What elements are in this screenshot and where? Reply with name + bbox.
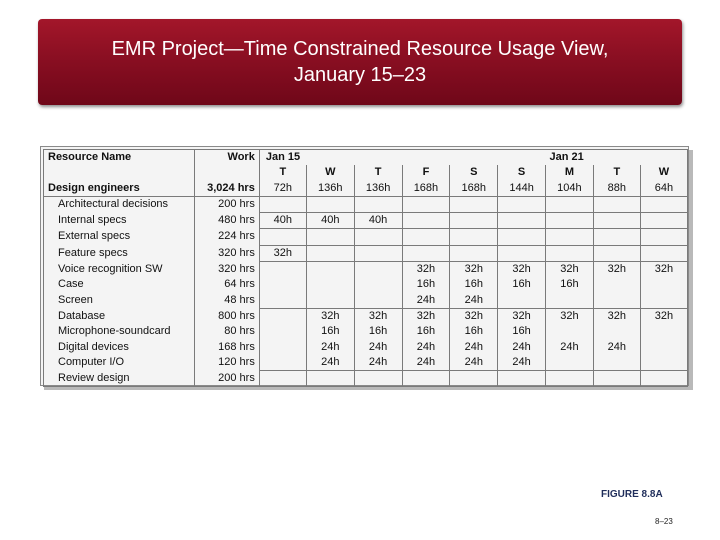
task-value <box>259 340 306 355</box>
column-header-resource-name: Resource Name <box>44 150 195 166</box>
task-value: 16h <box>450 277 498 292</box>
task-value: 32h <box>354 308 402 324</box>
task-value: 16h <box>354 324 402 339</box>
task-value: 32h <box>259 245 306 261</box>
task-value <box>640 196 687 212</box>
table-row <box>44 308 688 324</box>
group-value: 168h <box>450 181 498 197</box>
group-row <box>44 181 688 197</box>
task-value <box>402 213 450 229</box>
group-value: 168h <box>402 181 450 197</box>
task-name: Database <box>44 308 195 324</box>
task-value <box>593 229 640 245</box>
task-value <box>640 277 687 292</box>
task-value: 24h <box>306 340 354 355</box>
task-value <box>593 245 640 261</box>
task-value: 24h <box>402 355 450 371</box>
task-value <box>546 293 594 309</box>
task-value <box>546 371 594 387</box>
task-value: 24h <box>402 340 450 355</box>
task-value: 32h <box>640 262 687 278</box>
task-value: 40h <box>354 213 402 229</box>
task-value <box>259 229 306 245</box>
resource-grid <box>43 149 688 387</box>
task-name: External specs <box>44 229 195 245</box>
task-name: Architectural decisions <box>44 196 195 212</box>
task-work: 200 hrs <box>195 371 260 387</box>
task-value: 16h <box>498 324 546 339</box>
task-value: 16h <box>450 324 498 339</box>
task-value <box>546 324 594 339</box>
table-row <box>44 213 688 229</box>
table-row <box>44 293 688 309</box>
task-value <box>306 371 354 387</box>
day-header: S <box>498 165 546 180</box>
task-value <box>593 196 640 212</box>
task-name: Feature specs <box>44 245 195 261</box>
task-name: Case <box>44 277 195 292</box>
task-value <box>306 293 354 309</box>
day-header: W <box>640 165 687 180</box>
task-value: 40h <box>259 213 306 229</box>
task-value: 32h <box>640 308 687 324</box>
task-value: 32h <box>498 308 546 324</box>
day-header: F <box>402 165 450 180</box>
task-value <box>640 355 687 371</box>
task-value <box>402 245 450 261</box>
task-value: 24h <box>306 355 354 371</box>
task-value: 32h <box>450 308 498 324</box>
task-value: 16h <box>306 324 354 339</box>
slide-number: 8–23 <box>655 517 673 526</box>
task-value <box>498 196 546 212</box>
task-value: 16h <box>402 277 450 292</box>
task-value: 32h <box>498 262 546 278</box>
group-value: 64h <box>640 181 687 197</box>
table-row <box>44 355 688 371</box>
task-value <box>640 293 687 309</box>
task-value <box>593 213 640 229</box>
task-work: 80 hrs <box>195 324 260 339</box>
task-value <box>640 229 687 245</box>
task-value <box>306 277 354 292</box>
task-value <box>354 229 402 245</box>
task-value: 16h <box>546 277 594 292</box>
group-work: 3,024 hrs <box>195 181 260 197</box>
task-work: 168 hrs <box>195 340 260 355</box>
task-value <box>498 245 546 261</box>
resource-usage-table <box>40 146 689 386</box>
column-header-week-jan21: Jan 21 <box>546 150 688 166</box>
task-value <box>593 277 640 292</box>
task-value <box>306 229 354 245</box>
table-row <box>44 371 688 387</box>
group-value: 104h <box>546 181 594 197</box>
task-name: Voice recognition SW <box>44 262 195 278</box>
task-value: 32h <box>546 262 594 278</box>
task-value: 24h <box>546 340 594 355</box>
table-row <box>44 262 688 278</box>
task-name: Digital devices <box>44 340 195 355</box>
task-value <box>498 371 546 387</box>
task-value <box>402 196 450 212</box>
task-value: 32h <box>402 262 450 278</box>
table-row <box>44 340 688 355</box>
group-value: 88h <box>593 181 640 197</box>
task-work: 320 hrs <box>195 245 260 261</box>
task-value <box>450 196 498 212</box>
task-work: 64 hrs <box>195 277 260 292</box>
task-value <box>259 262 306 278</box>
blank-cell <box>195 165 260 180</box>
column-header-work: Work <box>195 150 260 166</box>
task-value <box>259 355 306 371</box>
table-row <box>44 196 688 212</box>
task-name: Internal specs <box>44 213 195 229</box>
task-value <box>259 371 306 387</box>
task-value <box>546 355 594 371</box>
task-value <box>546 196 594 212</box>
task-work: 800 hrs <box>195 308 260 324</box>
task-value <box>640 324 687 339</box>
group-value: 136h <box>306 181 354 197</box>
day-header-row <box>44 165 688 180</box>
task-value <box>640 340 687 355</box>
task-value <box>354 277 402 292</box>
column-header-week-jan15: Jan 15 <box>259 150 545 166</box>
task-value <box>402 229 450 245</box>
day-header: T <box>259 165 306 180</box>
task-value <box>546 213 594 229</box>
task-value <box>450 229 498 245</box>
table-row <box>44 245 688 261</box>
task-value <box>593 293 640 309</box>
task-value: 24h <box>354 340 402 355</box>
blank-cell <box>44 165 195 180</box>
task-value: 32h <box>546 308 594 324</box>
task-value <box>354 245 402 261</box>
day-header: M <box>546 165 594 180</box>
group-name: Design engineers <box>44 181 195 197</box>
task-value: 24h <box>498 355 546 371</box>
table-row <box>44 229 688 245</box>
task-value <box>259 308 306 324</box>
task-value: 40h <box>306 213 354 229</box>
task-value <box>354 371 402 387</box>
task-work: 48 hrs <box>195 293 260 309</box>
task-value <box>640 213 687 229</box>
group-value: 144h <box>498 181 546 197</box>
task-value: 32h <box>593 262 640 278</box>
task-value <box>450 213 498 229</box>
task-value <box>306 196 354 212</box>
task-value <box>450 245 498 261</box>
title-line-1: EMR Project—Time Constrained Resource Usage View, <box>111 38 609 60</box>
task-value: 24h <box>354 355 402 371</box>
day-header: W <box>306 165 354 180</box>
task-value: 24h <box>498 340 546 355</box>
task-value: 24h <box>450 355 498 371</box>
task-name: Screen <box>44 293 195 309</box>
task-work: 120 hrs <box>195 355 260 371</box>
task-work: 200 hrs <box>195 196 260 212</box>
task-value: 24h <box>593 340 640 355</box>
task-name: Computer I/O <box>44 355 195 371</box>
task-value: 24h <box>450 340 498 355</box>
header-row <box>44 150 688 166</box>
day-header: T <box>354 165 402 180</box>
task-value <box>593 355 640 371</box>
task-value: 32h <box>450 262 498 278</box>
task-name: Microphone-soundcard <box>44 324 195 339</box>
group-value: 136h <box>354 181 402 197</box>
task-value: 32h <box>593 308 640 324</box>
task-value <box>402 371 450 387</box>
day-header: T <box>593 165 640 180</box>
task-value <box>498 213 546 229</box>
group-value: 72h <box>259 181 306 197</box>
task-value <box>259 293 306 309</box>
task-value <box>593 371 640 387</box>
figure-label: FIGURE 8.8A <box>601 489 663 500</box>
task-value: 16h <box>498 277 546 292</box>
task-work: 224 hrs <box>195 229 260 245</box>
title-line-2: January 15–23 <box>293 64 427 86</box>
task-value <box>593 324 640 339</box>
task-value: 24h <box>402 293 450 309</box>
table-row <box>44 277 688 292</box>
table-row <box>44 324 688 339</box>
task-value <box>640 371 687 387</box>
task-value <box>354 293 402 309</box>
task-work: 480 hrs <box>195 213 260 229</box>
task-value <box>306 262 354 278</box>
task-value <box>498 293 546 309</box>
task-value <box>640 245 687 261</box>
title-banner <box>38 19 682 105</box>
task-value <box>450 371 498 387</box>
task-value <box>354 262 402 278</box>
day-header: S <box>450 165 498 180</box>
task-value <box>259 324 306 339</box>
task-value <box>259 277 306 292</box>
task-value <box>259 196 306 212</box>
task-value: 16h <box>402 324 450 339</box>
task-value: 32h <box>402 308 450 324</box>
task-value <box>306 245 354 261</box>
task-value: 24h <box>450 293 498 309</box>
task-value <box>546 229 594 245</box>
task-name: Review design <box>44 371 195 387</box>
task-value <box>546 245 594 261</box>
task-value: 32h <box>306 308 354 324</box>
task-value <box>354 196 402 212</box>
task-work: 320 hrs <box>195 262 260 278</box>
task-value <box>498 229 546 245</box>
